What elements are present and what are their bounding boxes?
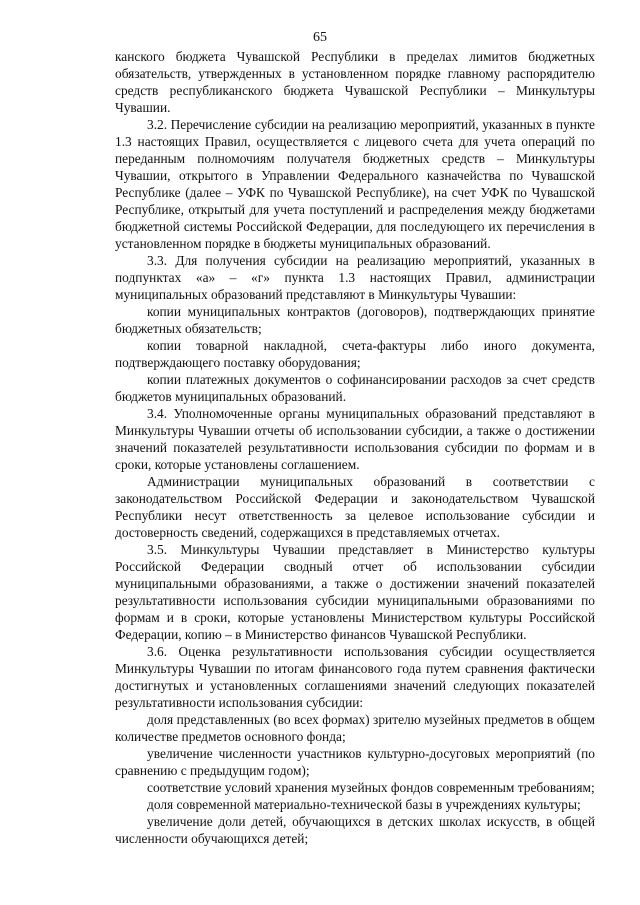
indicator-participants: увеличение численности участников культурно-досуговых мероприятий (по сравнению с предыдущим годом); <box>115 746 595 778</box>
paragraph-3-4: 3.4. Уполномоченные органы муниципальных образований представляют в Минкультуры Чувашии отчеты об использовании субсидии, а также о достижении значений показателей результативности использования субсидии по формам и в сроки, которые установлены соглашением. <box>115 406 595 472</box>
paragraph-3-2: 3.2. Перечисление субсидии на реализацию мероприятий, указанных в пункте 1.3 настоящих Правил, осуществляется с лицевого счета для учета операций по переданным полномочиям получателя бюджетных средств – Минкультуры Чувашии, открытого в Управлении Федерального казначейства по Чувашской Республике (далее – УФК по Чувашской Республике), на счет УФК по Чувашской Республике, открытый для учета поступлений и распределения между бюджетами бюджетной системы Российской Федерации, для последующего их перечисления в установленном порядке в бюджеты муниципальных образований. <box>115 117 595 251</box>
paragraph-responsibility: Администрации муниципальных образований в соответствии с законодательством Российской Федерации и законодательством Чувашской Республики несут ответственность за целевое использование субсидии и достоверность сведений, содержащихся в представляемых отчетах. <box>115 474 595 540</box>
list-item-contracts: копии муниципальных контрактов (договоров), подтверждающих принятие бюджетных обязательств; <box>115 304 595 336</box>
list-item-payments: копии платежных документов о софинансировании расходов за счет средств бюджетов муниципальных образований. <box>115 372 595 404</box>
indicator-material-base: доля современной материально-технической базы в учреждениях культуры; <box>147 797 581 812</box>
indicator-museum-items: доля представленных (во всех формах) зрителю музейных предметов в общем количестве предметов основного фонда; <box>115 712 595 744</box>
document-body <box>115 48 595 847</box>
indicator-storage-conditions: соответствие условий хранения музейных фондов современным требованиям; <box>147 780 595 795</box>
paragraph-3-3: 3.3. Для получения субсидии на реализацию мероприятий, указанных в подпунктах «а» – «г» пункта 1.3 настоящих Правил, администрации муниципальных образований представляют в Минкультуры Чувашии: <box>115 253 595 302</box>
paragraph-continuation: канского бюджета Чувашской Республики в пределах лимитов бюджетных обязательств, утвержденных в установленном порядке главному распорядителю средств республиканского бюджета Чувашской Республики – Минкультуры Чувашии. <box>115 49 595 115</box>
paragraph-3-5: 3.5. Минкультуры Чувашии представляет в Министерство культуры Российской Федерации сводный отчет об использовании субсидии муниципальными образованиями, а также о достижении значений показателей результативности использования субсидии муниципальными образованиями по формам и в сроки, которые установлены Министерством культуры Российской Федерации, копию – в Министерство финансов Чувашской Республики. <box>115 542 595 642</box>
list-item-invoices: копии товарной накладной, счета-фактуры либо иного документа, подтверждающего поставку оборудования; <box>115 338 595 370</box>
indicator-children-share: увеличение доли детей, обучающихся в детских школах искусств, в общей численности обучающихся детей; <box>115 814 595 846</box>
page-number: 65 <box>313 30 327 45</box>
paragraph-3-6: 3.6. Оценка результативности использования субсидии осуществляется Минкультуры Чувашии по итогам финансового года путем сравнения фактически достигнутых и установленных соглашениями значений следующих показателей результативности использования субсидии: <box>115 644 595 710</box>
